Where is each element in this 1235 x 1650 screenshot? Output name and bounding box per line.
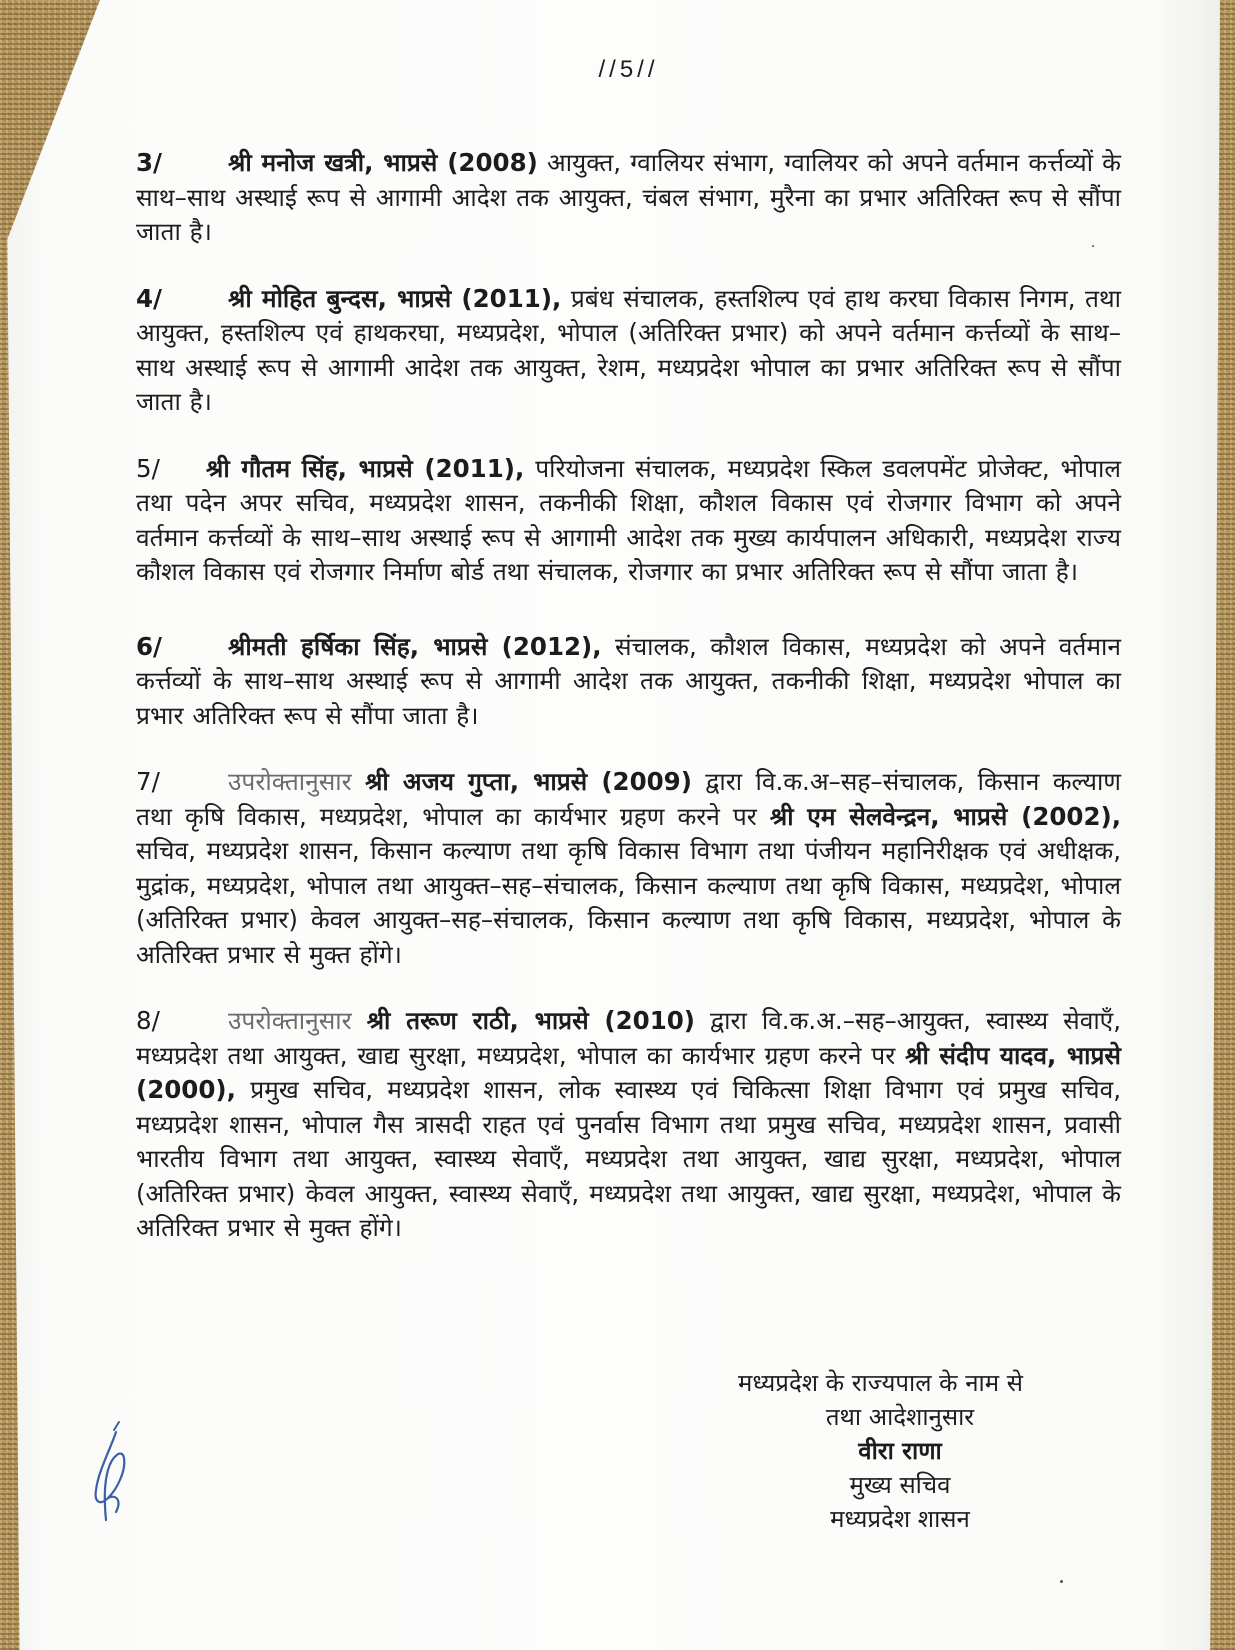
officer-name: श्रीमती हर्षिका सिंह, भाप्रसे (2012), xyxy=(228,631,602,661)
paragraph-text: आयुक्त, ग्वालियर संभाग, ग्वालियर को अपने वर्तमान कर्त्तव्यों के साथ–साथ अस्थाई रूप से आगामी आदेश तक आयुक्त, चंबल संभाग, मुरैना का प्रभार अतिरिक्त रूप से सौंपा जाता है। xyxy=(136,148,1121,246)
signature-block xyxy=(700,1366,1100,1536)
paper-speck xyxy=(1060,1580,1063,1583)
paragraph-number: 3/ xyxy=(136,148,162,177)
paragraph-4 xyxy=(136,282,1121,420)
paragraph-3 xyxy=(136,146,1121,250)
paragraph-7 xyxy=(136,765,1121,972)
officer-name: श्री अजय गुप्ता, भाप्रसे (2009) xyxy=(365,767,692,796)
paragraph-text: द्वारा वि.क.अ–सह–संचालक, किसान कल्याण तथा कृषि विकास, मध्यप्रदेश, भोपाल का कार्यभार ग्रहण करने पर xyxy=(136,767,1122,831)
paragraph-number: 7/ xyxy=(136,767,160,796)
paragraph-5 xyxy=(136,452,1121,590)
paragraph-number: 8/ xyxy=(136,1006,160,1035)
paragraph-text: प्रबंध संचालक, हस्तशिल्प एवं हाथ करघा विकास निगम, तथा आयुक्त, हस्तशिल्प एवं हाथकरघा, मध्यप्रदेश, भोपाल (अतिरिक्त प्रभार) को अपने वर्तमान कर्त्तव्यों के साथ–साथ अस्थाई रूप से आगामी आदेश तक आयुक्त, रेशम, मध्यप्रदेश भोपाल का प्रभार अतिरिक्त रूप से सौंपा जाता है। xyxy=(136,283,1121,416)
officer-name: श्री तरूण राठी, भाप्रसे (2010) xyxy=(366,1006,696,1035)
paragraph-number: 5/ xyxy=(136,453,160,483)
reference-word: उपरोक्तानुसार xyxy=(228,1006,367,1035)
officer-name-2: श्री एम सेलवेन्द्रन, भाप्रसे (2002), xyxy=(769,801,1122,831)
reference-word: उपरोक्तानुसार xyxy=(228,767,366,796)
signatory-designation: मुख्य सचिव xyxy=(849,1471,951,1499)
paragraph-text-2: सचिव, मध्यप्रदेश शासन, किसान कल्याण तथा कृषि विकास विभाग तथा पंजीयन महानिरीक्षक एवं अधीक्षक, मुद्रांक, मध्यप्रदेश, भोपाल तथा आयुक्त–सह–संचालक, किसान कल्याण तथा कृषि विकास, मध्यप्रदेश, भोपाल (अतिरिक्त प्रभार) केवल आयुक्त–सह–संचालक, किसान कल्याण तथा कृषि विकास, मध्यप्रदेश, भोपाल के अतिरिक्त प्रभार से मुक्त होंगे। xyxy=(136,836,1121,969)
officer-name: श्री गौतम सिंह, भाप्रसे (2011), xyxy=(206,453,525,483)
paragraph-6 xyxy=(136,630,1121,734)
page-number: //5// xyxy=(598,56,659,83)
officer-name: श्री मोहित बुन्दस, भाप्रसे (2011), xyxy=(228,283,562,313)
signatory-name: वीरा राणा xyxy=(858,1437,942,1465)
paper-speck xyxy=(1092,245,1094,247)
officer-name-2: श्री संदीप यादव, भाप्रसे (2000), xyxy=(136,1040,1121,1104)
signatory-office: मध्यप्रदेश शासन xyxy=(830,1505,970,1533)
paragraph-text: परियोजना संचालक, मध्यप्रदेश स्किल डवलपमेंट प्रोजेक्ट, भोपाल तथा पदेन अपर सचिव, मध्यप्रदेश शासन, तकनीकी शिक्षा, कौशल विकास एवं रोजगार विभाग को अपने वर्तमान कर्त्तव्यों के साथ–साथ अस्थाई रूप से आगामी आदेश तक मुख्य कार्यपालन अधिकारी, मध्यप्रदेश राज्य कौशल विकास एवं रोजगार निर्माण बोर्ड तथा संचालक, रोजगार का प्रभार अतिरिक्त रूप से सौंपा जाता है। xyxy=(136,453,1121,586)
signature-line-authority: मध्यप्रदेश के राज्यपाल के नाम से xyxy=(738,1369,1023,1397)
document-body xyxy=(136,56,1121,1278)
paragraph-number: 4/ xyxy=(136,283,162,313)
paragraph-text: संचालक, कौशल विकास, मध्यप्रदेश को अपने वर्तमान कर्त्तव्यों के साथ–साथ अस्थाई रूप से आगामी आदेश तक आयुक्त, तकनीकी शिक्षा, मध्यप्रदेश भोपाल का प्रभार अतिरिक्त रूप से सौंपा जाता है। xyxy=(136,631,1121,730)
officer-name: श्री मनोज खत्री, भाप्रसे (2008) xyxy=(228,148,538,177)
paragraph-8 xyxy=(136,1004,1121,1246)
paragraph-number: 6/ xyxy=(136,631,162,661)
handwritten-initials-icon xyxy=(86,1420,146,1530)
signature-line-order: तथा आदेशानुसार xyxy=(825,1403,975,1431)
paragraph-text-2: प्रमुख सचिव, मध्यप्रदेश शासन, लोक स्वास्थ्य एवं चिकित्सा शिक्षा विभाग एवं प्रमुख सचिव, मध्यप्रदेश शासन, भोपाल गैस त्रासदी राहत एवं पुनर्वास विभाग तथा प्रमुख सचिव, मध्यप्रदेश शासन, प्रवासी भारतीय विभाग तथा आयुक्त, स्वास्थ्य सेवाएँ, मध्यप्रदेश तथा आयुक्त, खाद्य सुरक्षा, मध्यप्रदेश, भोपाल (अतिरिक्त प्रभार) केवल आयुक्त, स्वास्थ्य सेवाएँ, मध्यप्रदेश तथा आयुक्त, खाद्य सुरक्षा, मध्यप्रदेश, भोपाल के अतिरिक्त प्रभार से मुक्त होंगे। xyxy=(136,1075,1121,1242)
paragraph-text: द्वारा वि.क.अ.–सह–आयुक्त, स्वास्थ्य सेवाएँ, मध्यप्रदेश तथा आयुक्त, खाद्य सुरक्षा, मध्यप्रदेश, भोपाल का कार्यभार ग्रहण करने पर xyxy=(136,1006,1121,1070)
